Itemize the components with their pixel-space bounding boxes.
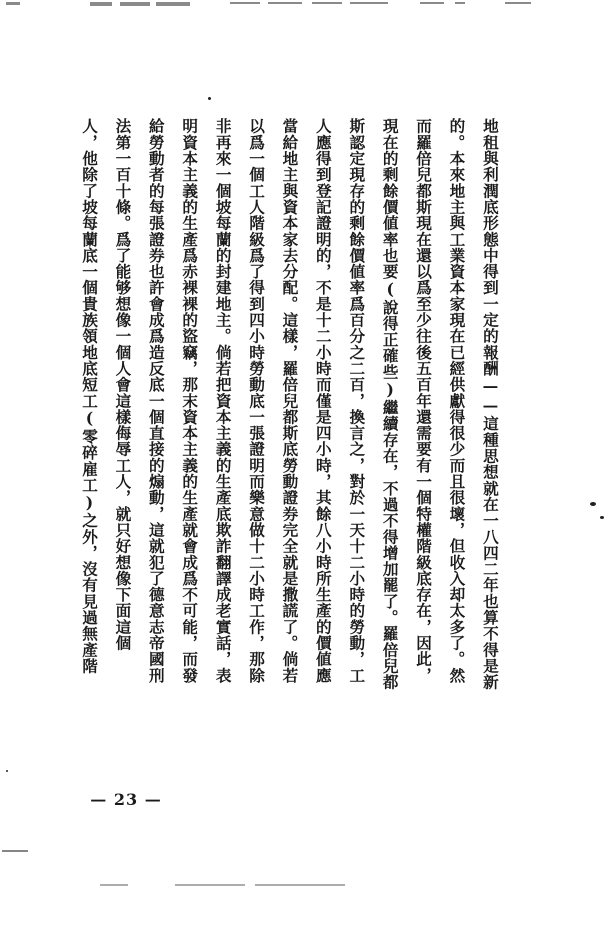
text-column-6: 人應得到登記證明的，不是十二小時而僅是四小時，其餘八小時所生產的價値應 xyxy=(313,118,333,684)
page-number: — 23 — xyxy=(90,790,162,809)
text-column-7: 當給地主與資本家去分配。這樣，羅倍兒都斯底勞動證券完全就是撒謊了。倘若 xyxy=(280,118,300,684)
text-column-12: 法第一百十條。爲了能够想像一個人會這樣侮辱工人，就只好想像下面這個 xyxy=(113,118,133,651)
text-column-1: 地租與利潤底形態中得到一定的報酬——這種思想就在一八四二年也算不得是新 xyxy=(480,118,500,691)
text-column-4: 現在的剩餘價値率也要(說得正確些)繼續存在，不過不得增加罷了。羅倍兒都 xyxy=(380,118,400,691)
text-column-2: 的。本來地主與工業資本家現在已經供獻得很少而且很壞，但收入却太多了。然 xyxy=(447,118,467,684)
scan-speck xyxy=(6,770,8,772)
scan-speck xyxy=(208,97,211,100)
text-column-11: 給勞動者的每張證券也許會成爲造反底一個直接的煽動，這就犯了德意志帝國刑 xyxy=(146,118,166,684)
text-column-10: 明資本主義的生產爲赤裸裸的盜竊，那末資本主義的生產就會成爲不可能，而發 xyxy=(180,118,200,684)
text-column-9: 非再來一個坡每蘭的封建地主。倘若把資本主義的生產底欺詐翻譯成老實話，表 xyxy=(213,118,233,684)
text-column-13: 人，他除了坡每蘭底一個貴族領地底短工(零碎雇工)之外，沒有見過無產階 xyxy=(80,118,99,674)
vertical-text-body xyxy=(80,118,500,773)
scan-speck xyxy=(590,502,596,506)
text-column-8: 以爲一個工人階級爲了得到四小時勞動底一張證明而樂意做十二小時工作，那除 xyxy=(247,118,267,684)
scan-artifact-top xyxy=(0,0,614,14)
text-column-3: 而羅倍兒都斯現在還以爲至少往後五百年還需要有一個特權階級底存在，因此， xyxy=(414,118,434,684)
text-column-5: 斯認定現存的剩餘價値率爲百分之二百，換言之，對於一天十二小時的勞動，工 xyxy=(347,118,367,684)
scan-speck xyxy=(600,516,604,519)
